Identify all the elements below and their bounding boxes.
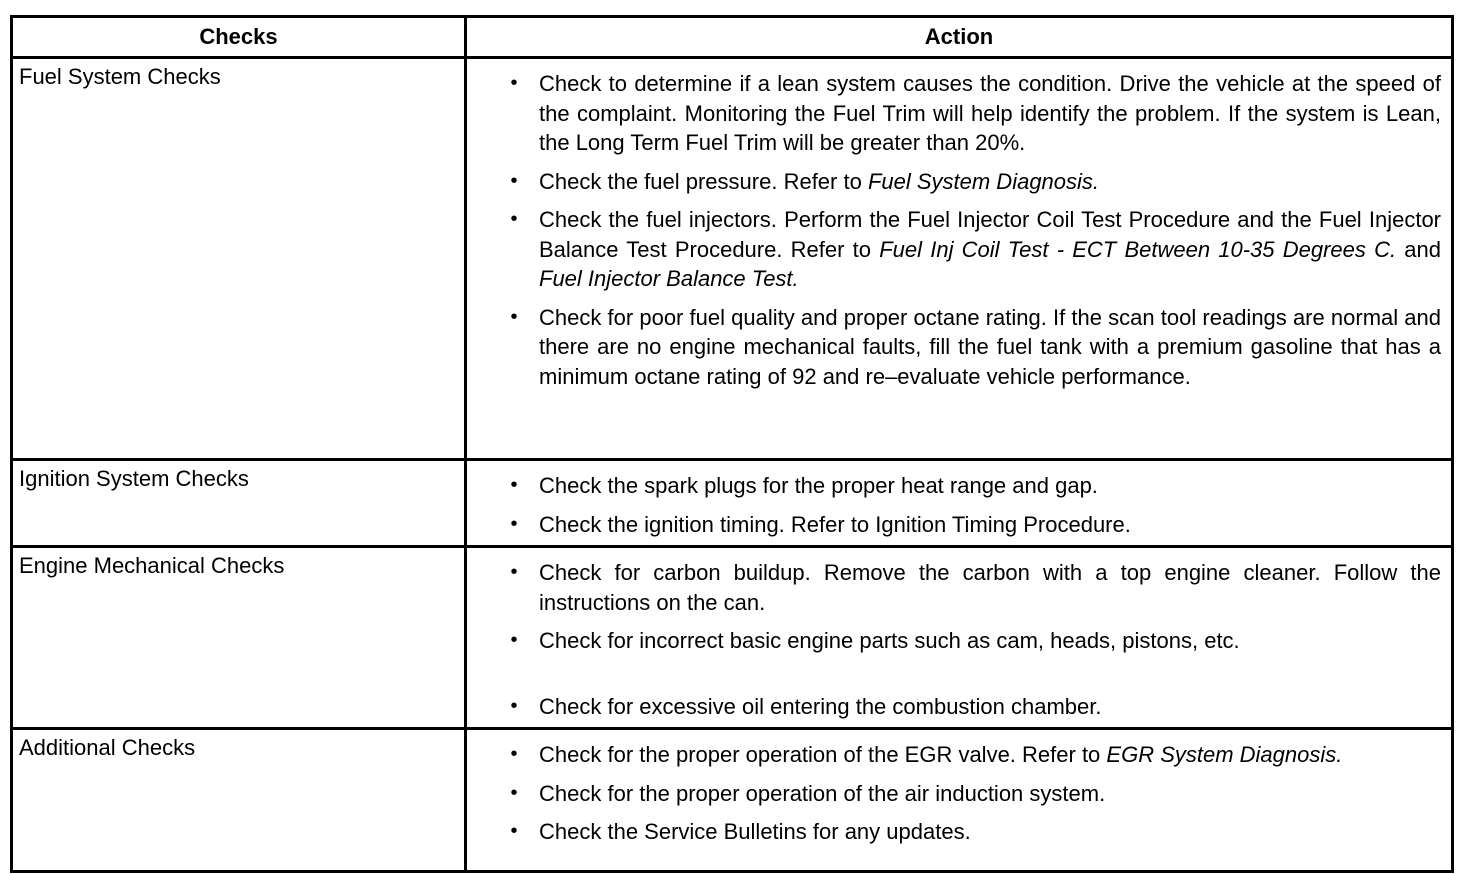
table-row-ignition-system [12,460,1453,547]
list-item: • Check for poor fuel quality and proper octane rating. If the scan tool readings are normal and there are no engine mechanical faults, fill the fuel tank with a premium gasoline that has a minimum octane rating of 92 and re–evaluate vehicle performance. [499,303,1441,392]
bullet-icon: • [510,474,518,496]
table-row-engine-mechanical [12,547,1453,729]
row-label: Fuel System Checks [19,64,221,89]
bullet-icon: • [510,820,518,842]
header-checks: Checks [12,17,466,58]
bullet-icon: • [510,169,518,192]
action-list [467,461,1451,545]
bullet-icon: • [510,781,518,804]
bullet-icon: • [510,208,518,230]
diagnostic-checks-table [10,15,1454,873]
bullet-icon: • [510,629,518,651]
list-item: • Check for excessive oil entering the combustion chamber. [499,692,1441,722]
bullet-icon: • [510,561,518,583]
table-row-additional [12,729,1453,872]
reference-fuel-injector-balance-test: Fuel Injector Balance Test. [539,266,799,291]
bullet-icon: • [510,305,518,328]
action-list [467,730,1451,853]
bullet-icon: • [510,512,518,535]
header-row [12,17,1453,58]
table-row-fuel-system [12,58,1453,460]
bullet-icon: • [510,743,518,765]
action-list [467,548,1451,727]
bullet-icon: • [510,694,518,717]
header-action: Action [466,17,1453,58]
row-label: Additional Checks [19,735,196,760]
reference-egr-system-diagnosis: EGR System Diagnosis. [1106,742,1343,767]
list-item: • Check for carbon buildup. Remove the carbon with a top engine cleaner. Follow the instructions on the can. [499,558,1441,617]
bullet-icon: • [510,72,518,94]
row-label: Ignition System Checks [19,466,249,491]
list-item: • Check the spark plugs for the proper heat range and gap. [499,471,1441,501]
list-item: • Check for incorrect basic engine parts such as cam, heads, pistons, etc. [499,626,1441,656]
action-list [467,59,1451,397]
reference-fuel-system-diagnosis: Fuel System Diagnosis. [867,168,1100,194]
reference-fuel-inj-coil-test: Fuel Inj Coil Test - ECT Between 10-35 Degrees C. [879,236,1397,262]
list-item: • Check for the proper operation of the EGR valve. Refer to EGR System Diagnosis. [499,740,1441,770]
row-label: Engine Mechanical Checks [19,553,285,578]
list-item: • Check to determine if a lean system causes the condition. Drive the vehicle at the speed of the complaint. Monitoring the Fuel Trim will help identify the problem. If the system is Lean, the Long Term Fuel Trim will be greater than 20%. [499,69,1441,158]
list-item: • Check for the proper operation of the air induction system. [499,779,1441,809]
list-item: • Check the fuel pressure. Refer to Fuel System Diagnosis. [499,167,1441,197]
list-item: • Check the ignition timing. Refer to Ignition Timing Procedure. [499,510,1441,540]
list-item: • Check the fuel injectors. Perform the Fuel Injector Coil Test Procedure and the Fuel Injector Balance Test Procedure. Refer to Fuel Inj Coil Test - ECT Between 10-35 Degrees C. and Fuel Injector Balance Test. [499,205,1441,294]
list-item: • Check the Service Bulletins for any updates. [499,817,1441,847]
